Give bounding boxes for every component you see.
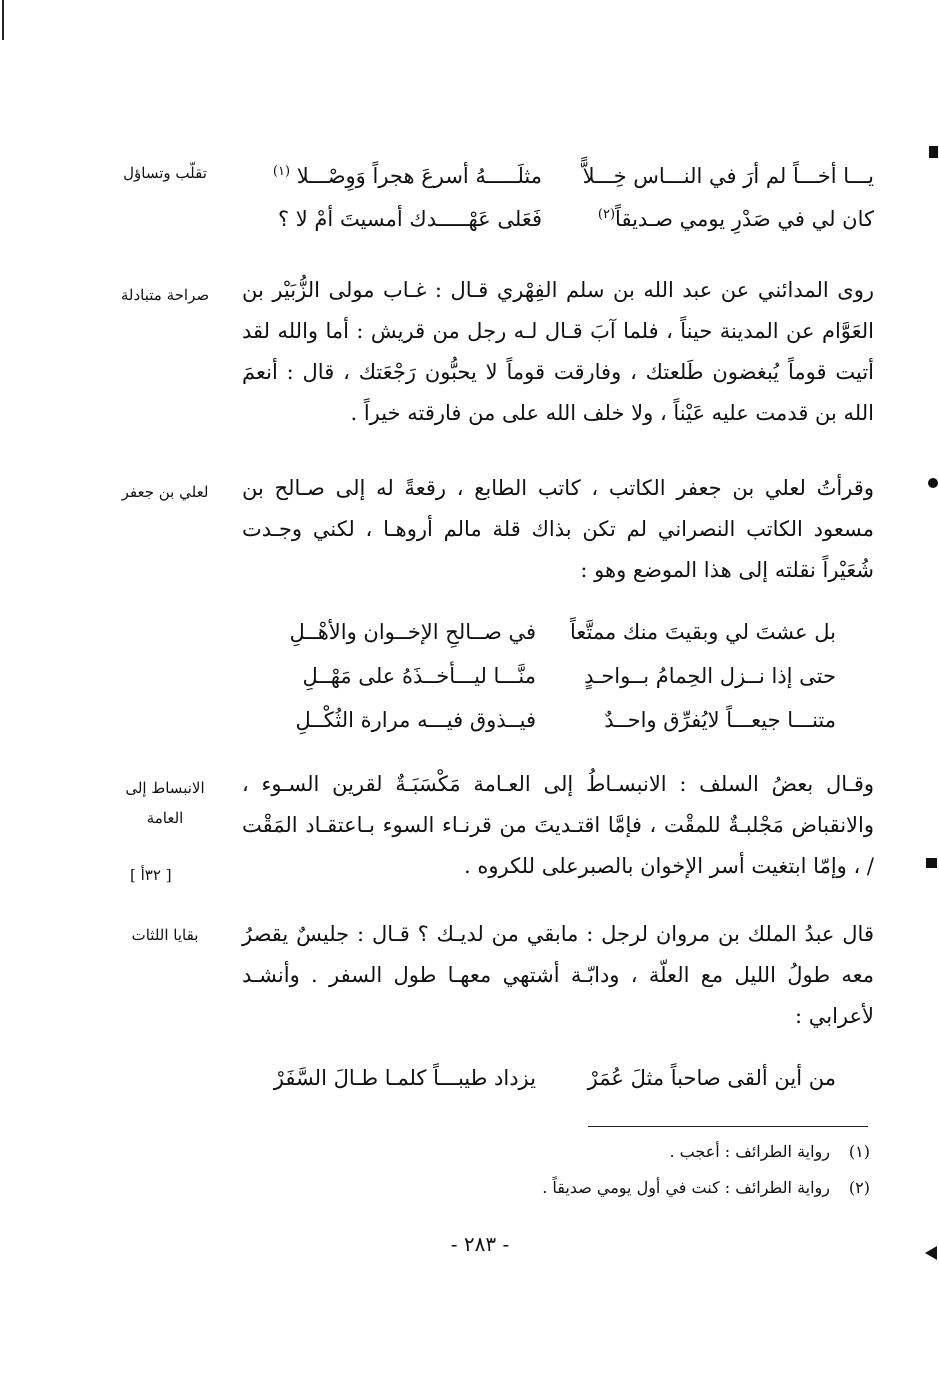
footnote-rule <box>588 1126 868 1127</box>
verse-line <box>242 620 874 660</box>
footnote-number: (١) <box>848 1142 870 1161</box>
verse-second-hemistich: منَّـــا ليـــأخــذَهُ على مَهْــلِ <box>302 664 536 688</box>
verse-line <box>242 207 874 247</box>
footnote-number: (٢) <box>848 1178 870 1197</box>
verse-second-hemistich: يزداد طيبـــاً كلمـا طـالَ السَّفَرْ <box>273 1066 536 1090</box>
margin-note: صراحة متبادلة <box>120 286 210 304</box>
margin-note-line: الانبساط إلى <box>125 779 205 797</box>
verse-first-hemistich: متنـــا جيعـــاً لايُفرِّق واحــدٌ <box>604 708 836 732</box>
margin-note: بقايا اللثات <box>131 926 199 944</box>
footnote <box>400 1178 870 1197</box>
margin-note: تقلّب وتساؤل <box>123 164 207 182</box>
scan-margin-mark <box>928 478 938 488</box>
scan-margin-mark <box>926 858 937 868</box>
margin-note-line: العامة <box>146 809 184 827</box>
verse-line <box>242 164 874 204</box>
scan-margin-mark <box>925 1246 937 1260</box>
margin-note: لعلي بن جعفر <box>121 483 209 501</box>
footnote-text: رواية الطرائف : أعجب . <box>669 1142 830 1161</box>
paragraph: وقرأتُ لعلي بن جعفر الكاتب ، كاتب الطابع ، رقعةً له إلى صـالح بن مسعود الكاتب النصراني لم تكن بذاك قلة مالم أروهـا ، لكني وجـدت شُعَيْراً نقلته إلى هذا الموضع وهو : <box>242 476 874 582</box>
scan-edge-line <box>2 0 4 40</box>
verse-first-hemistich: بل عشتَ لي وبقيتَ منك ممتَّعاً <box>569 620 836 644</box>
verse-second-hemistich <box>273 164 542 188</box>
verse-second-hemistich: فَعَلى عَهْـــــدك أمسيتَ أمْ لا ؟ <box>277 207 542 231</box>
paragraph: قال عبدُ الملك بن مروان لرجل : مابقي من لديـك ؟ قـال : جليسٌ يقصرُ معه طولُ الليل مع العلّة ، ودابّـة أشتهي معهـا طول السفر . وأنشـد لأعرابي : <box>242 922 874 1028</box>
verse-line <box>242 1066 874 1106</box>
verse-text: كان لي في صَدْرِ يومي صـديقاً <box>615 207 874 231</box>
margin-note <box>110 773 220 833</box>
footnote-ref: (٢) <box>597 207 616 222</box>
footnote-text: رواية الطرائف : كنت في أول يومي صديقاً . <box>542 1178 830 1197</box>
verse-second-hemistich: فيــذوق فيـــه مرارة الثُكْــلِ <box>295 708 536 732</box>
footnote-ref: (١) <box>272 164 291 179</box>
paragraph: وقـال بعضُ السلف : الانبسـاطُ إلى العـامة مَكْسَبَـةٌ لقرين السـوء ، والانقباض مَجْلبـةٌ للمقْت ، فإمَّا اقتـديتَ من قرنـاء السوء بـاعتقـاد المَقْت / ، وإمّا ابتغيت أسر الإخوان بالصبرعلى للكروه . <box>242 772 874 878</box>
verse-text: مثلَـــــهُ أسرعَ هجراً وَوِصْـــلا <box>296 164 542 188</box>
verse-first-hemistich: يـــا أخـــاً لم أرَ في النـــاس خِـــلاًّ <box>582 164 874 188</box>
verse-line <box>242 664 874 704</box>
verse-first-hemistich <box>598 207 874 231</box>
verse-first-hemistich: من أين ألقى صاحباً مثلَ عُمَرْ <box>587 1066 836 1090</box>
page-number: - ٢٨٣ - <box>450 1232 510 1256</box>
verse-first-hemistich: حتى إذا نــزل الحِمامُ بــواحـدٍ <box>584 664 836 688</box>
verse-line <box>242 708 874 748</box>
verse-second-hemistich: في صــالحِ الإخــوان والأهْــلِ <box>289 620 536 644</box>
manuscript-page-marker: [ ٣٢أ ] <box>130 866 172 884</box>
paragraph: روى المدائني عن عبد الله بن سلم الفِهْري قـال : غـاب مولى الزُّبَيْر بن العَوَّام عن المدينة حيناً ، فلما آبَ قـال لـه رجل من قريش : أما والله لقد أتيت قوماً يُبغضون طَلعتك ، وفارقت قوماً لا يحبُّون رَجْعَتك ، قال : أنعمَ الله بن قدمت عليه عَيْناً ، ولا خلف الله على من فارقته خيراً . <box>242 278 874 425</box>
footnote <box>400 1142 870 1161</box>
scan-margin-mark <box>929 146 938 158</box>
